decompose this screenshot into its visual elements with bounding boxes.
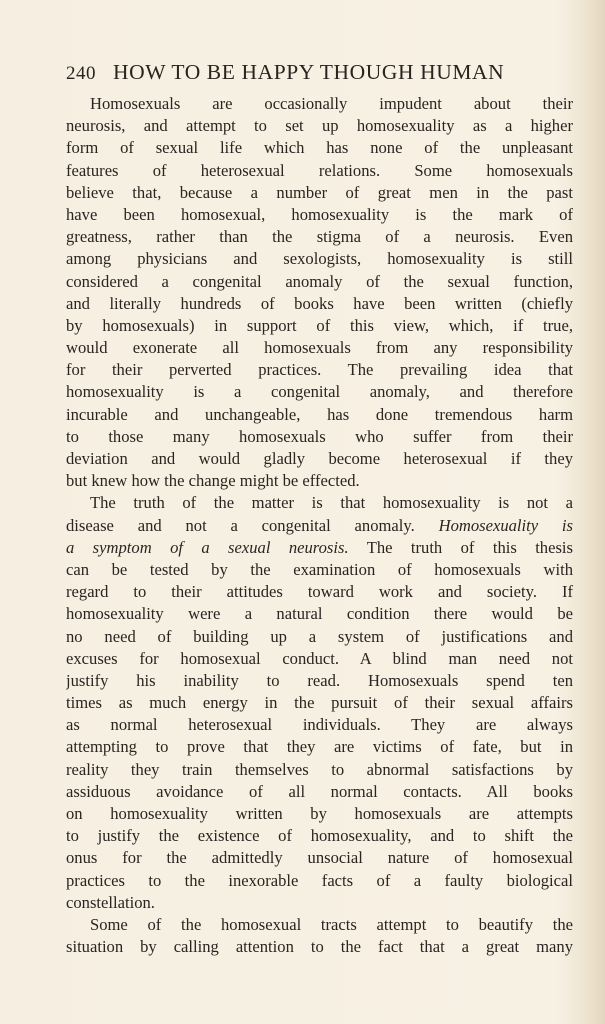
text-line [66, 515, 573, 537]
text-run: constellation. [66, 892, 155, 912]
text-run: reality they train themselves to abnormal satisfactions by [66, 759, 573, 779]
text-line [66, 182, 573, 204]
text-run: excuses for homosexual conduct. A blind man need not [66, 648, 573, 668]
text-line [66, 137, 573, 159]
italic-run: Homosexuality is [438, 515, 573, 535]
text-line [66, 870, 573, 892]
text-line [66, 93, 573, 115]
text-run: for their perverted practices. The prevailing idea that [66, 360, 573, 380]
text-run: have been homosexual, homosexuality is the mark of [66, 204, 573, 224]
text-run: regard to their attitudes toward work and society. If [66, 582, 573, 602]
text-line [66, 248, 573, 270]
body-text [66, 93, 573, 958]
text-line [66, 714, 573, 736]
text-run: homosexuality were a natural condition there would be [66, 604, 573, 624]
text-line [66, 381, 573, 403]
text-line [66, 204, 573, 226]
text-line [66, 626, 573, 648]
text-run: neurosis, and attempt to set up homosexuality as a higher [66, 116, 573, 136]
text-line [66, 337, 573, 359]
text-run: The truth of this thesis [366, 537, 573, 557]
text-line [66, 448, 573, 470]
text-line [66, 404, 573, 426]
text-line [66, 670, 573, 692]
text-line [66, 847, 573, 869]
text-run: to justify the existence of homosexuality, and to shift the [66, 826, 573, 846]
text-line [66, 271, 573, 293]
text-line [66, 160, 573, 182]
running-title: HOW TO BE HAPPY THOUGH HUMAN [113, 60, 505, 84]
text-line [66, 559, 573, 581]
text-run: times as much energy in the pursuit of their sexual affairs [66, 693, 573, 713]
text-line [66, 359, 573, 381]
text-line [66, 759, 573, 781]
text-run: by homosexuals) in support of this view, which, if true, [66, 315, 573, 335]
text-line [66, 736, 573, 758]
italic-run: a symptom of a sexual neurosis. [66, 537, 349, 557]
text-line [66, 315, 573, 337]
text-line [66, 115, 573, 137]
text-run: to those many homosexuals who suffer from their [66, 426, 573, 446]
text-run: no need of building up a system of justifications and [66, 626, 573, 646]
text-run: situation by calling attention to the fact that a great many [66, 937, 573, 957]
text-run: assiduous avoidance of all normal contacts. All books [66, 781, 573, 801]
text-run: can be tested by the examination of homosexuals with [66, 559, 573, 579]
page-number: 240 [66, 63, 96, 84]
text-run: onus for the admittedly unsocial nature of homosexual [66, 848, 573, 868]
text-run: homosexuality is a congenital anomaly, and therefore [66, 382, 573, 402]
text-line [66, 492, 573, 514]
text-run: on homosexuality written by homosexuals are attempts [66, 804, 573, 823]
text-line [66, 226, 573, 248]
text-run: considered a congenital anomaly of the sexual function, [66, 271, 573, 291]
text-line [66, 936, 573, 958]
text-line [66, 581, 573, 603]
text-run: believe that, because a number of great men in the past [66, 182, 573, 202]
text-run: as normal heterosexual individuals. They are always [66, 715, 573, 735]
text-run: form of sexual life which has none of the unpleasant [66, 138, 573, 158]
text-run: would exonerate all homosexuals from any responsibility [66, 338, 573, 358]
text-run: justify his inability to read. Homosexuals spend ten [66, 670, 573, 690]
text-run: incurable and unchangeable, has done tremendous harm [66, 404, 573, 424]
text-run: among physicians and sexologists, homosexuality is still [66, 249, 573, 269]
text-line [66, 537, 573, 559]
running-head [66, 60, 576, 88]
text-line [66, 781, 573, 803]
text-run: The truth of the matter is that homosexuality is not a [90, 493, 573, 513]
text-line [66, 914, 573, 936]
text-run: practices to the inexorable facts of a faulty biological [66, 870, 573, 890]
text-line [66, 825, 573, 847]
text-run: Some of the homosexual tracts attempt to beautify the [90, 914, 573, 934]
text-line [66, 692, 573, 714]
text-run: greatness, rather than the stigma of a neurosis. Even [66, 227, 573, 247]
text-line [66, 426, 573, 448]
text-line [66, 603, 573, 625]
text-line [66, 470, 573, 492]
text-run: deviation and would gladly become heterosexual if they [66, 449, 573, 468]
text-line [66, 648, 573, 670]
text-line [66, 892, 573, 914]
text-run: and literally hundreds of books have been written (chiefly [66, 293, 573, 313]
text-run: but knew how the change might be effected. [66, 471, 360, 491]
text-run: Homosexuals are occasionally impudent about their [90, 94, 573, 113]
text-line [66, 293, 573, 315]
text-run: disease and not a congenital anomaly. [66, 515, 415, 535]
text-run: features of heterosexual relations. Some homosexuals [66, 160, 573, 180]
text-run: attempting to prove that they are victims of fate, but in [66, 737, 573, 757]
text-line [66, 803, 573, 825]
